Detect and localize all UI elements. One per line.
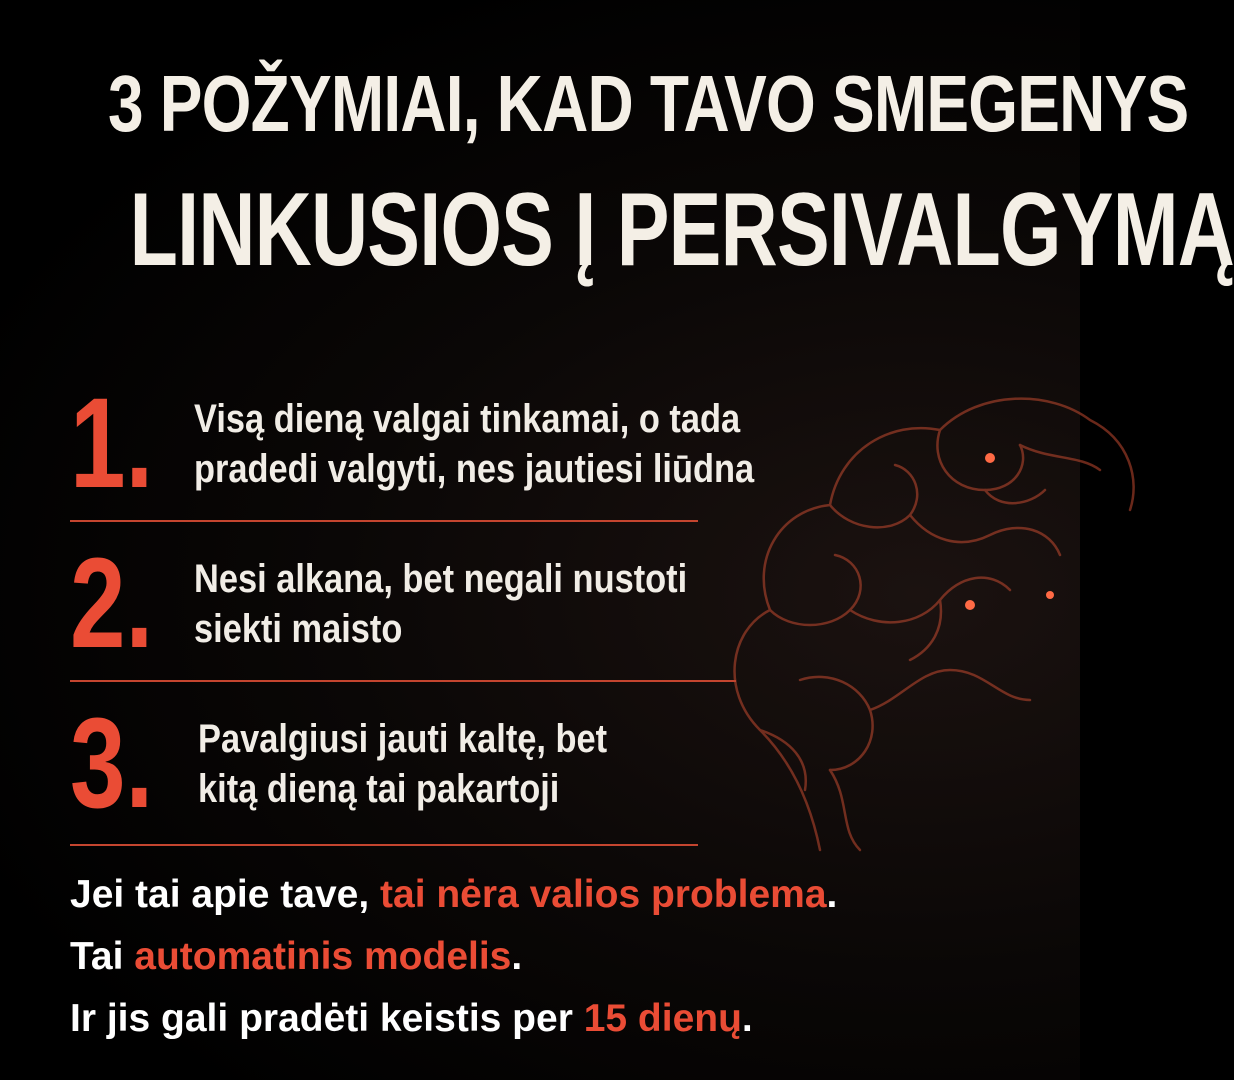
footer-text: Tai (70, 935, 135, 978)
footer-text: Ir jis gali pradėti keistis per (70, 997, 584, 1040)
item-text-line: siekti maisto (194, 607, 403, 651)
footer-line-2 (70, 934, 1030, 981)
footer-text: . (511, 935, 523, 978)
divider (70, 520, 698, 522)
item-number: 3. (70, 692, 154, 835)
divider (70, 844, 698, 846)
title-line-1: 3 POŽYMIAI, KAD TAVO SMEGENYS (108, 59, 1189, 148)
item-text-line: kitą dieną tai pakartoji (198, 767, 560, 811)
item-text-line: pradedi valgyti, nes jautiesi liūdna (194, 447, 755, 491)
item-text-line: Pavalgiusi jauti kaltę, bet (198, 717, 608, 761)
footer-text: Jei tai apie tave, (70, 873, 381, 916)
footer-text: . (741, 997, 753, 1040)
footer-line-1 (70, 872, 1030, 919)
footer-line-3 (70, 996, 1030, 1043)
item-text-line: Nesi alkana, bet negali nustoti (194, 557, 688, 601)
divider (70, 680, 736, 682)
footer-text: . (826, 873, 838, 916)
item-number: 1. (70, 372, 154, 515)
footer-highlight: automatinis modelis (134, 935, 512, 978)
title-line-2: LINKUSIOS Į PERSIVALGYMĄ (129, 172, 1234, 288)
item-text-line: Visą dieną valgai tinkamai, o tada (194, 397, 741, 441)
footer-highlight: 15 dienų (583, 997, 742, 1040)
brain-outline-icon (700, 330, 1120, 850)
footer-highlight: tai nėra valios problema (380, 873, 827, 916)
item-number: 2. (70, 532, 154, 675)
